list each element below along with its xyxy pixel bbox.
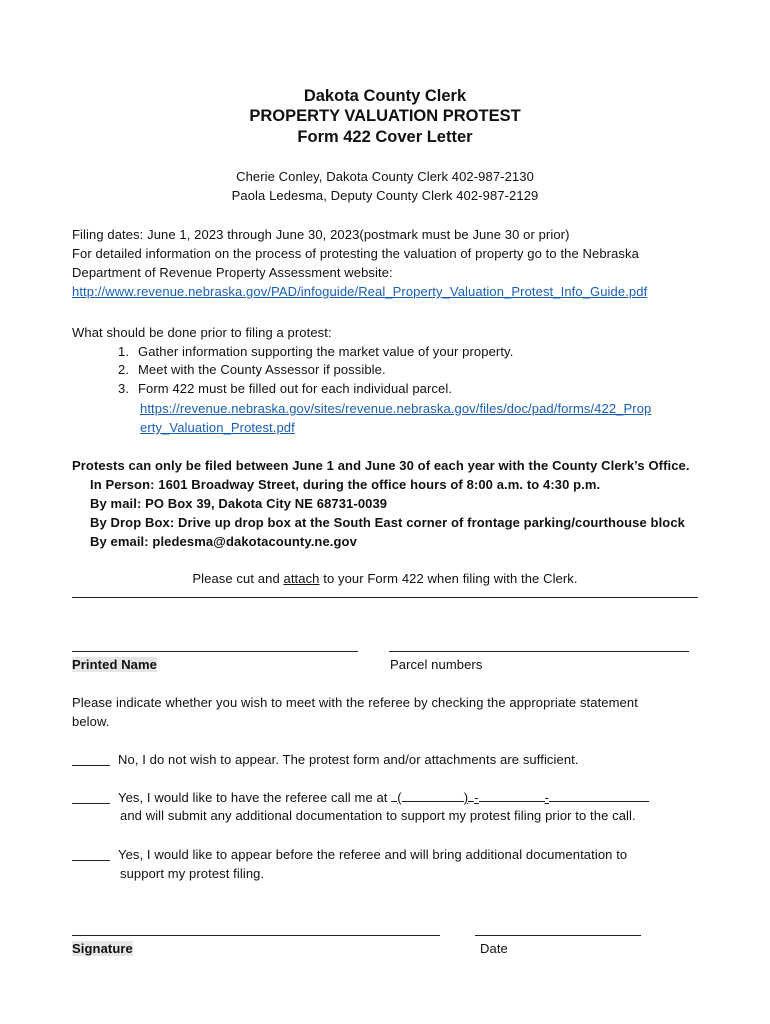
- protests-intro: Protests can only be filed between June 1 and June 30 of each year with the County Clerk’s Office.: [72, 458, 690, 473]
- printed-name-label: Printed Name: [72, 657, 158, 672]
- protest-email: By email: pledesma@dakotacounty.ne.gov: [90, 534, 357, 549]
- phone-line-blank[interactable]: [549, 789, 649, 802]
- option-no-appear-text: No, I do not wish to appear. The protest form and/or attachments are sufficient.: [118, 752, 579, 767]
- form-422-link[interactable]: https://revenue.nebraska.gov/sites/revenue.nebraska.gov/files/doc/pad/forms/422_Prop: [140, 401, 652, 416]
- phone-open-paren: (: [397, 790, 402, 805]
- protest-drop-box: By Drop Box: Drive up drop box at the South East corner of frontage parking/courthouse block: [90, 515, 685, 530]
- filing-dates: Filing dates: June 1, 2023 through June 30, 2023(postmark must be June 30 or prior): [72, 227, 570, 242]
- parcel-numbers-line[interactable]: [389, 651, 689, 652]
- title-county-clerk: Dakota County Clerk: [303, 87, 467, 105]
- protest-mail: By mail: PO Box 39, Dakota City NE 68731-0039: [90, 496, 388, 511]
- cut-line: [72, 597, 698, 598]
- option-appear-blank[interactable]: [72, 860, 110, 861]
- prior-item-3: 3. Form 422 must be filled out for each individual parcel.: [118, 381, 453, 396]
- title-protest: PROPERTY VALUATION PROTEST: [249, 107, 521, 125]
- phone-close-paren: ): [463, 790, 469, 805]
- option-call-text-line2: and will submit any additional documentation to support my protest filing prior to the call.: [120, 808, 636, 823]
- prior-item-1: 1. Gather information supporting the market value of your property.: [118, 344, 514, 359]
- title-cover-letter: Form 422 Cover Letter: [297, 128, 473, 146]
- printed-name-line[interactable]: [72, 651, 358, 652]
- filing-info-line2: Department of Revenue Property Assessment website:: [72, 265, 393, 280]
- protest-guide-link[interactable]: http://www.revenue.nebraska.gov/PAD/infoguide/Real_Property_Valuation_Protest_Info_Guide.pdf: [72, 284, 648, 299]
- phone-prefix-blank[interactable]: [479, 789, 545, 802]
- contact-clerk: Cherie Conley, Dakota County Clerk 402-987-2130: [236, 169, 534, 184]
- option-appear-text-line2: support my protest filing.: [120, 866, 265, 881]
- protest-in-person: In Person: 1601 Broadway Street, during the office hours of 8:00 a.m. to 4:30 p.m.: [90, 477, 601, 492]
- prior-heading: What should be done prior to filing a protest:: [72, 325, 332, 340]
- option-no-appear-blank[interactable]: [72, 765, 110, 766]
- referee-instruction-line1: Please indicate whether you wish to meet with the referee by checking the appropriate statement: [72, 695, 638, 710]
- phone-area-code-blank[interactable]: [402, 789, 464, 802]
- signature-line[interactable]: [72, 935, 440, 936]
- phone-dash-2: -: [544, 790, 549, 805]
- date-label: Date: [480, 941, 508, 956]
- prior-item-2: 2. Meet with the County Assessor if possible.: [118, 362, 386, 377]
- date-line[interactable]: [475, 935, 641, 936]
- form-422-link-cont[interactable]: erty_Valuation_Protest.pdf: [140, 420, 295, 435]
- filing-info-line1: For detailed information on the process of protesting the valuation of property go to the Nebraska: [72, 246, 639, 261]
- cut-notice: Please cut and attach to your Form 422 when filing with the Clerk.: [192, 571, 578, 586]
- signature-label: Signature: [72, 941, 133, 956]
- referee-instruction-line2: below.: [72, 714, 110, 729]
- option-call-blank[interactable]: [72, 803, 110, 804]
- option-call-text: Yes, I would like to have the referee call me at ( ) - -: [118, 788, 649, 807]
- contact-deputy: Paola Ledesma, Deputy County Clerk 402-987-2129: [231, 188, 539, 203]
- parcel-numbers-label: Parcel numbers: [390, 657, 483, 672]
- option-appear-text: Yes, I would like to appear before the referee and will bring additional documentation to: [118, 847, 628, 862]
- phone-dash-1: -: [474, 790, 479, 805]
